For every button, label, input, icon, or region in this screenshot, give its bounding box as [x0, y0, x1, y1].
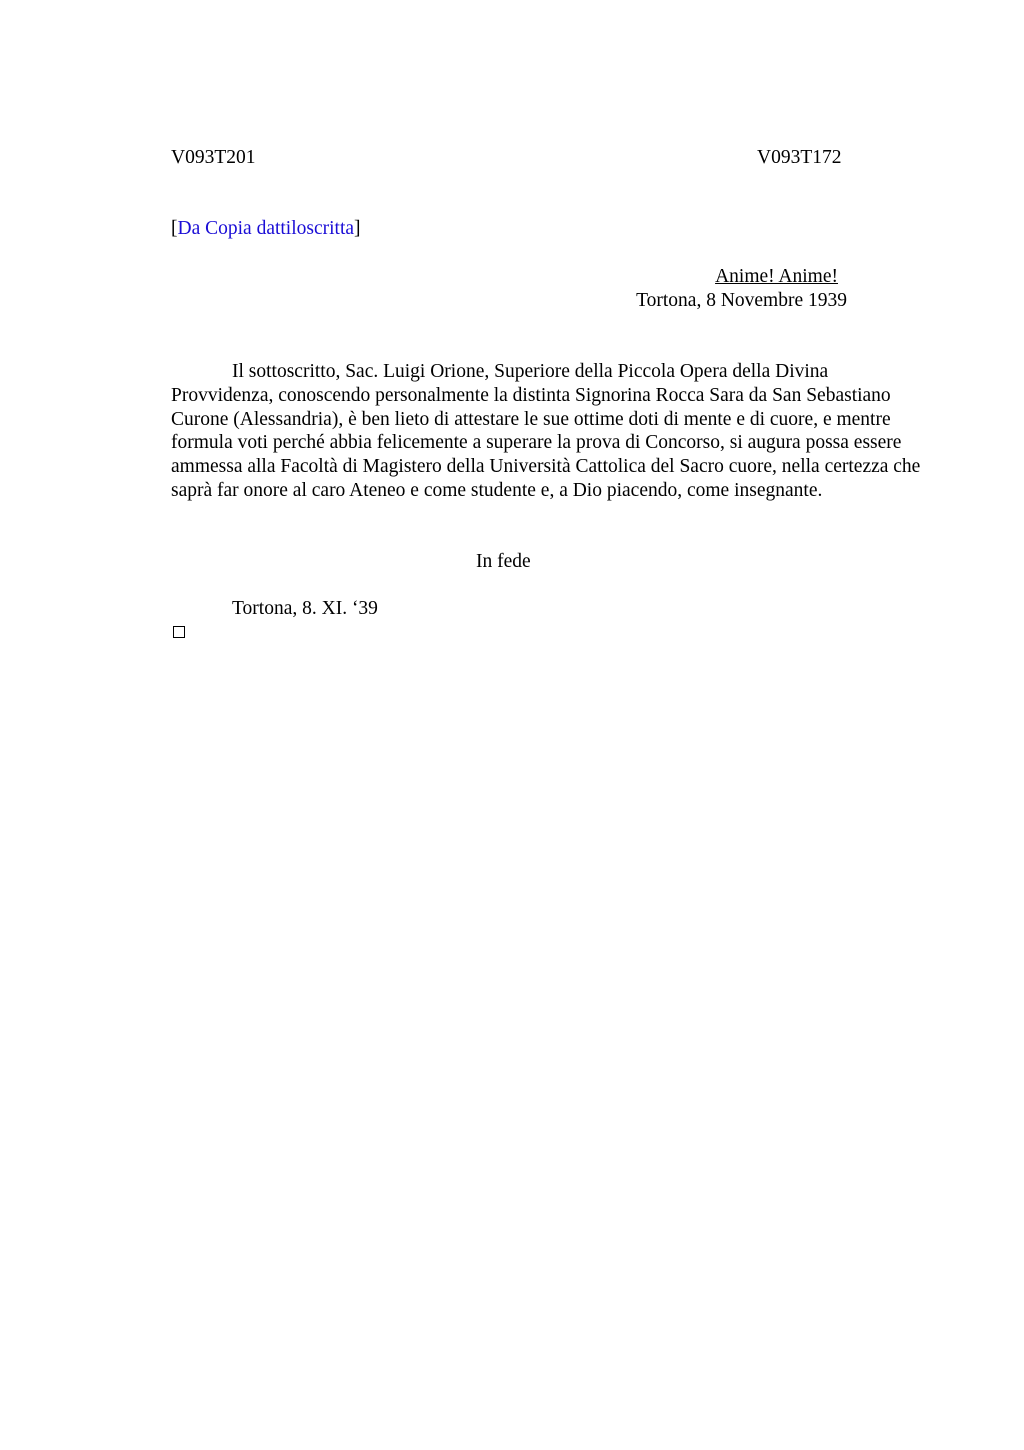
letter-body: Il sottoscritto, Sac. Luigi Orione, Superiore della Piccola Opera della Divina Provvidenza, conoscendo personalmente la distinta Signorina Rocca Sara da San Sebastiano Curone (Alessandria), è ben lieto di attestare le sue ottime doti di mente e di cuore, e mentre formula voti perché abbia felicemente a superare la prova di Concorso, si augura possa essere ammessa alla Facoltà di Magistero della Università Cattolica del Sacro cuore, nella certezza che saprà far onore al caro Ateneo e come studente e, a Dio piacendo, come insegnante. [171, 361, 921, 501]
document-code-left: V093T201 [171, 147, 256, 168]
source-note-open-bracket: [ [171, 218, 178, 239]
document-code-right: V093T172 [757, 147, 842, 168]
motto: Anime! Anime! [715, 266, 838, 287]
signature-date: Tortona, 8. XI. ‘39 [232, 598, 378, 619]
source-note-close-bracket: ] [354, 218, 361, 239]
checkbox-icon [173, 626, 185, 638]
source-note-link[interactable]: Da Copia dattiloscritta [177, 218, 355, 239]
place-date: Tortona, 8 Novembre 1939 [636, 290, 847, 311]
source-note [171, 217, 361, 241]
closing: In fede [476, 551, 531, 572]
